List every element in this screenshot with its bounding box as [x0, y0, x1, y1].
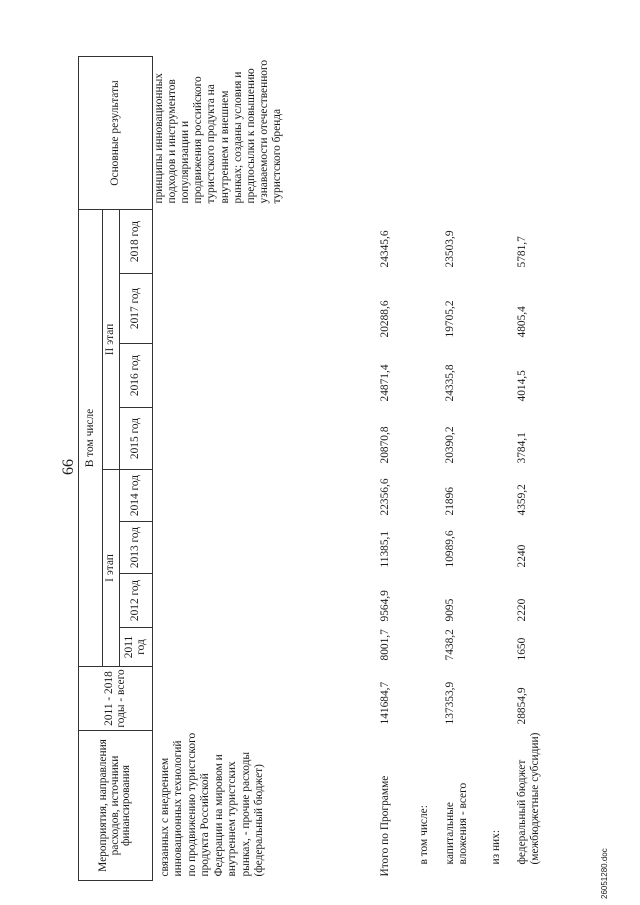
cell-value	[153, 408, 373, 470]
cell-value	[490, 628, 516, 667]
cell-value	[418, 522, 444, 574]
cell-value	[153, 274, 373, 344]
header-year: 2016 год	[120, 344, 153, 408]
cell-value	[490, 522, 516, 574]
cell-value: 21896	[443, 487, 456, 516]
cell-value: 5781,7	[515, 236, 528, 268]
cell-value	[490, 210, 516, 274]
cell-value: 24345,6	[378, 230, 391, 268]
cell-value	[418, 470, 444, 522]
cell-value	[418, 408, 444, 470]
header-total: 2011 - 2018 годы - всего	[79, 667, 153, 731]
header-activity: Мероприятия, направления расходов, источники финансирования	[79, 731, 153, 881]
cell-value: 20390,2	[443, 426, 456, 464]
cell-value	[153, 628, 373, 667]
row-label: Итого по Программе	[378, 775, 391, 877]
cell-value	[418, 628, 444, 667]
cell-value	[418, 574, 444, 628]
cell-value: 2220	[515, 598, 528, 622]
cell-value: 10989,6	[443, 530, 456, 568]
program-financing-table	[78, 56, 566, 881]
header-stage-2: II этап	[103, 210, 120, 470]
cell-value	[490, 470, 516, 522]
cell-value	[153, 522, 373, 574]
table-row	[153, 57, 373, 881]
row-label: капитальные вложения - всего	[443, 782, 469, 865]
cell-value: 22356,6	[378, 478, 391, 516]
row-label: из них:	[489, 830, 502, 865]
header-year: 2011 год	[120, 628, 153, 667]
cell-value: 3784,1	[515, 432, 528, 464]
cell-value	[490, 274, 516, 344]
document-id: 26051280.doc	[600, 848, 609, 899]
cell-total: 28854,9	[515, 687, 528, 725]
cell-value: 9095	[443, 598, 456, 622]
header-year: 2015 год	[120, 408, 153, 470]
cell-value	[418, 274, 444, 344]
cell-value	[153, 210, 373, 274]
cell-value: 24335,8	[443, 364, 456, 402]
header-year: 2014 год	[120, 470, 153, 522]
cell-total: 141684,7	[378, 681, 391, 725]
header-year: 2018 год	[120, 210, 153, 274]
header-year: 2017 год	[120, 274, 153, 344]
cell-value	[490, 344, 516, 408]
page-number: 66	[60, 459, 77, 475]
row-label: в том числе:	[417, 805, 430, 865]
cell-value: 4805,4	[515, 306, 528, 338]
cell-value	[490, 408, 516, 470]
cell-value: 23503,9	[443, 230, 456, 268]
header-results: Основные результаты	[79, 57, 153, 210]
cell-total	[418, 667, 444, 731]
row-label: связанных с внедрением инновационных технологий по продвижению туристского продукта Российской Федерации на мировом и внутреннем туристских рынках, - прочие расходы (федеральный бюджет)	[159, 732, 266, 877]
cell-value	[490, 574, 516, 628]
cell-total	[153, 667, 373, 731]
cell-value: 19705,2	[443, 300, 456, 338]
cell-value: 4359,2	[515, 484, 528, 516]
cell-total: 137353,9	[443, 681, 456, 725]
cell-value	[153, 470, 373, 522]
cell-value: 20870,8	[378, 426, 391, 464]
cell-value: 8001,7	[378, 629, 391, 661]
cell-value: 4014,5	[515, 370, 528, 402]
cell-value: 9564,9	[378, 590, 391, 622]
header-stage-1: I этап	[103, 470, 120, 667]
cell-value	[418, 210, 444, 274]
cell-value	[153, 344, 373, 408]
header-in-total: В том числе	[79, 210, 103, 667]
row-label: федеральный бюджет (межбюджетные субсидии)	[515, 732, 541, 865]
header-year: 2012 год	[120, 574, 153, 628]
cell-value: 20288,6	[378, 300, 391, 338]
header-year: 2013 год	[120, 522, 153, 574]
cell-value: 11385,1	[378, 530, 391, 568]
cell-value: 1650	[515, 637, 528, 661]
cell-value	[418, 344, 444, 408]
cell-value: 24871,4	[378, 364, 391, 402]
cell-value: 2240	[515, 544, 528, 568]
cell-total	[490, 667, 516, 731]
cell-value	[153, 574, 373, 628]
results-text: принципы инновационных подходов и инструментов популяризации и продвижения российского туристского продукта на внутреннем и внешнем рынках; созданы условия и предпосылки к повышению узнаваемости отечественного туристского бренда	[153, 59, 283, 204]
cell-value: 7438,2	[443, 629, 456, 661]
